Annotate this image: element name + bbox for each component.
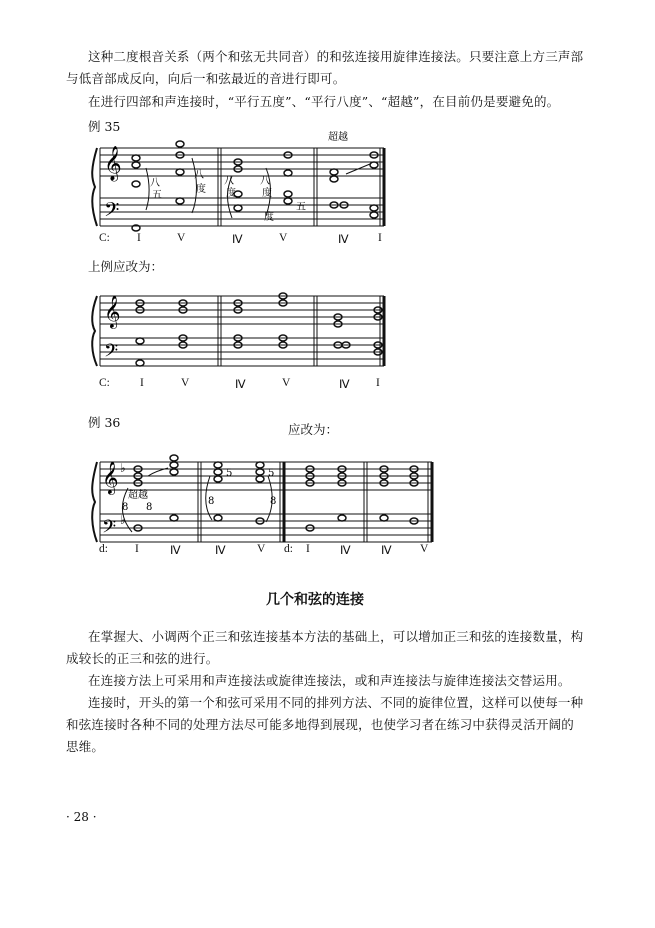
annotation-ba: 八 xyxy=(150,178,160,189)
treble-clef-icon-3: 𝄞 xyxy=(102,461,119,494)
example-35-score xyxy=(88,128,398,238)
treble-clef-icon-2: 𝄞 xyxy=(104,295,121,328)
annotation-wu: 五 xyxy=(152,190,162,201)
ex35-rn-5: Ⅳ xyxy=(338,234,349,246)
paragraph-3-line-1: 在掌握大、小调两个正三和弦连接基本方法的基础上，可以增加正三和弦的连接数量，构 xyxy=(88,629,584,644)
paragraph-1-line-1: 这种二度根音关系（两个和弦无共同音）的和弦连接用旋律连接法。只要注意上方三声部 xyxy=(88,49,584,64)
ex36-annotation-8d: 8 xyxy=(270,496,277,507)
ex35-rn-6: I xyxy=(378,232,382,244)
annotation-du-3: 度 xyxy=(262,188,272,199)
ex36-rn-7: Ⅳ xyxy=(381,545,392,557)
bass-clef-icon-3: 𝄢 xyxy=(102,517,117,542)
ex35fixed-key: C: xyxy=(99,377,110,389)
paragraph-5-line-1: 连接时，开头的第一个和弦可采用不同的排列方法、不同的旋律位置，这样可以使每一种 xyxy=(88,695,584,710)
treble-clef-icon: 𝄞 xyxy=(104,146,122,181)
section-heading: 几个和弦的连接 xyxy=(266,592,364,608)
ex36-rn-8: V xyxy=(420,543,429,555)
ex36-key: d: xyxy=(99,543,108,555)
bass-clef-icon-2: 𝄢 xyxy=(104,341,119,366)
ex36-annotation-8c: 8 xyxy=(208,496,215,507)
annotation-chaoyue: 超越 xyxy=(328,132,348,143)
paragraph-3-line-2: 成较长的正三和弦的进行。 xyxy=(66,651,219,666)
annotation-du-2: 度 xyxy=(226,188,236,199)
should-change-label: 应改为： xyxy=(288,422,339,437)
ex36-annotation-8: 8 xyxy=(122,502,129,513)
ex35-rn-4: V xyxy=(279,232,288,244)
ex35fixed-rn-2: V xyxy=(181,377,190,389)
paragraph-5-line-2: 和弦连接时各种不同的处理方法尽可能多地得到展现，也使学习者在练习中获得灵活开阔的 xyxy=(66,717,575,732)
example-35-label: 例 35 xyxy=(88,119,121,134)
ex35fixed-rn-1: I xyxy=(140,377,144,389)
example-36-score xyxy=(88,448,448,548)
annotation-wu-2: 五 xyxy=(296,202,306,213)
ex36-annotation-5b: 5 xyxy=(268,468,275,479)
ex36-annotation-5: 5 xyxy=(226,468,233,479)
ex36-rn-1: I xyxy=(135,543,139,555)
ex36-rn-4: V xyxy=(257,543,266,555)
ex35fixed-rn-3: Ⅳ xyxy=(235,379,246,391)
ex36-rn-5: I xyxy=(306,543,310,555)
ex35fixed-rn-4: V xyxy=(282,377,291,389)
annotation-ba-4: 八 xyxy=(260,176,270,187)
example-36-label: 例 36 xyxy=(88,415,121,430)
correction-label: 上例应改为： xyxy=(88,259,164,274)
ex36-annotation-8b: 8 xyxy=(146,502,153,513)
ex35-rn-1: I xyxy=(137,232,141,244)
flat-icon: ♭ xyxy=(120,461,126,475)
ex35-key: C: xyxy=(99,232,110,244)
paragraph-5-line-3: 思维。 xyxy=(66,739,105,754)
example-35-fixed-score xyxy=(88,280,398,375)
ex36-rn-2: Ⅳ xyxy=(170,545,181,557)
ex35fixed-rn-5: Ⅳ xyxy=(339,379,350,391)
paragraph-1-line-2: 与低音部成反向，向后一和弦最近的音进行即可。 xyxy=(66,71,346,86)
ex35-rn-2: V xyxy=(177,232,186,244)
annotation-ba-3: 八 xyxy=(224,176,234,187)
ex35fixed-rn-6: I xyxy=(376,377,380,389)
bass-clef-icon: 𝄢 xyxy=(104,198,120,226)
ex36-annotation-chaoyue: 超越 xyxy=(128,490,148,501)
ex36-key-2: d: xyxy=(284,543,293,555)
ex36-rn-6: Ⅳ xyxy=(340,545,351,557)
ex35-rn-3: Ⅳ xyxy=(232,234,243,246)
flat-icon-2: ♭ xyxy=(120,513,126,527)
paragraph-2: 在进行四部和声连接时，“平行五度”、“平行八度”、“超越”，在目前仍是要避免的。 xyxy=(88,94,560,109)
annotation-ba-2: 八 xyxy=(194,170,204,181)
ex36-rn-3: Ⅳ xyxy=(215,545,226,557)
annotation-du-4: 度 xyxy=(264,212,274,223)
annotation-du: 度 xyxy=(196,184,206,195)
page-number: · 28 · xyxy=(66,810,97,824)
paragraph-4: 在连接方法上可采用和声连接法或旋律连接法，或和声连接法与旋律连接法交替运用。 xyxy=(88,673,571,688)
